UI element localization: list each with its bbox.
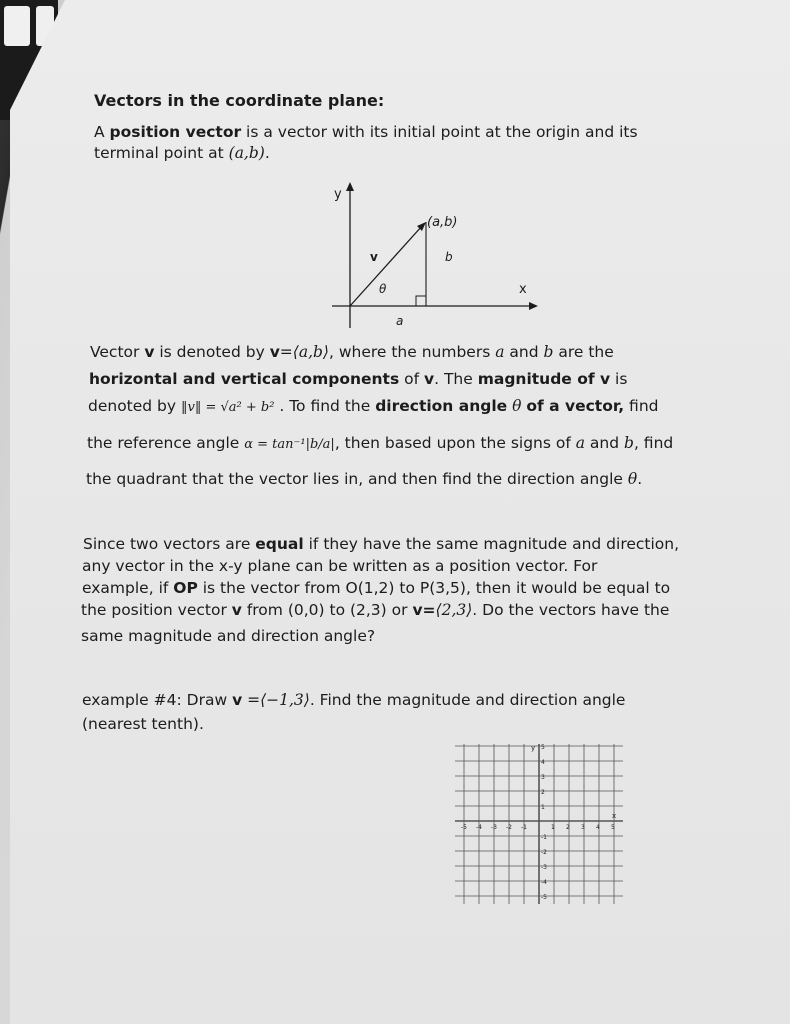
angle-label: θ <box>379 282 387 296</box>
intro-line-2: terminal point at (a,b). <box>94 144 270 162</box>
vector-label: v <box>370 250 378 264</box>
y-axis-arrow <box>346 182 354 191</box>
grid-x-tick-label: -5 <box>461 824 467 831</box>
para1-line-2: horizontal and vertical components of v. The magnitude of v is <box>89 370 628 388</box>
grid-y-tick-label: 2 <box>541 789 545 796</box>
grid-x-tick-label: 5 <box>611 824 615 831</box>
grid-x-tick-label: -1 <box>521 824 527 831</box>
point-label: (a,b) <box>427 215 458 230</box>
x-axis-arrow <box>529 302 538 310</box>
para1-line-1: Vector v is denoted by v=⟨a,b⟩, where the numbers a and b are the <box>90 343 614 361</box>
grid-x-axis-label: x <box>612 812 617 820</box>
grid-x-tick-label: 1 <box>551 824 555 831</box>
grid-y-tick-label: 1 <box>541 804 545 811</box>
grid-x-tick-label: 2 <box>566 824 570 831</box>
grid-x-tick-label: -4 <box>476 824 482 831</box>
intro-line-1: A position vector is a vector with its initial point at the origin and its <box>94 123 638 141</box>
para1-line-5: the quadrant that the vector lies in, and then find the direction angle θ. <box>86 470 643 488</box>
grid-x-tick-label: 4 <box>596 824 600 831</box>
page-heading: Vectors in the coordinate plane: <box>94 91 385 110</box>
grid-x-tick-label: -3 <box>491 824 497 831</box>
para2-line-4: the position vector v from (0,0) to (2,3) or v=⟨2,3⟩. Do the vectors have the <box>81 601 670 619</box>
right-angle-marker <box>416 296 426 306</box>
para1-line-4: the reference angle α = tan⁻¹|b/a|, then based upon the signs of a and b, find <box>87 434 674 452</box>
keyboard-key <box>4 6 30 46</box>
example-line-2: (nearest tenth). <box>82 715 204 733</box>
grid-y-tick-label: 4 <box>541 759 545 766</box>
grid-y-tick-label: -4 <box>541 879 547 886</box>
grid-x-tick-label: -2 <box>506 824 512 831</box>
position-vector-diagram <box>320 178 550 338</box>
coordinate-grid <box>455 744 635 904</box>
para2-line-1: Since two vectors are equal if they have the same magnitude and direction, <box>83 535 680 553</box>
grid-y-tick-label: -2 <box>541 849 547 856</box>
grid-y-tick-label: 5 <box>541 744 545 751</box>
example-line-1: example #4: Draw v =⟨−1,3⟩. Find the magnitude and direction angle <box>82 691 626 709</box>
grid-y-tick-label: -1 <box>541 834 547 841</box>
y-label: y <box>334 187 342 202</box>
para1-line-3: denoted by ‖v‖ = √a² + b² . To find the direction angle θ of a vector, find <box>88 397 659 415</box>
grid-y-tick-label: -3 <box>541 864 547 871</box>
para2-line-2: any vector in the x-y plane can be written as a position vector. For <box>82 557 598 575</box>
grid-y-tick-label: 3 <box>541 774 545 781</box>
grid-y-tick-label: -5 <box>541 894 547 901</box>
side-a-label: a <box>396 314 404 328</box>
para2-line-5: same magnitude and direction angle? <box>81 627 376 645</box>
grid-y-axis-label: y <box>531 744 536 752</box>
grid-x-tick-label: 3 <box>581 824 585 831</box>
x-label: x <box>519 282 527 297</box>
para2-line-3: example, if OP is the vector from O(1,2) to P(3,5), then it would be equal to <box>82 579 671 597</box>
side-b-label: b <box>445 250 453 264</box>
